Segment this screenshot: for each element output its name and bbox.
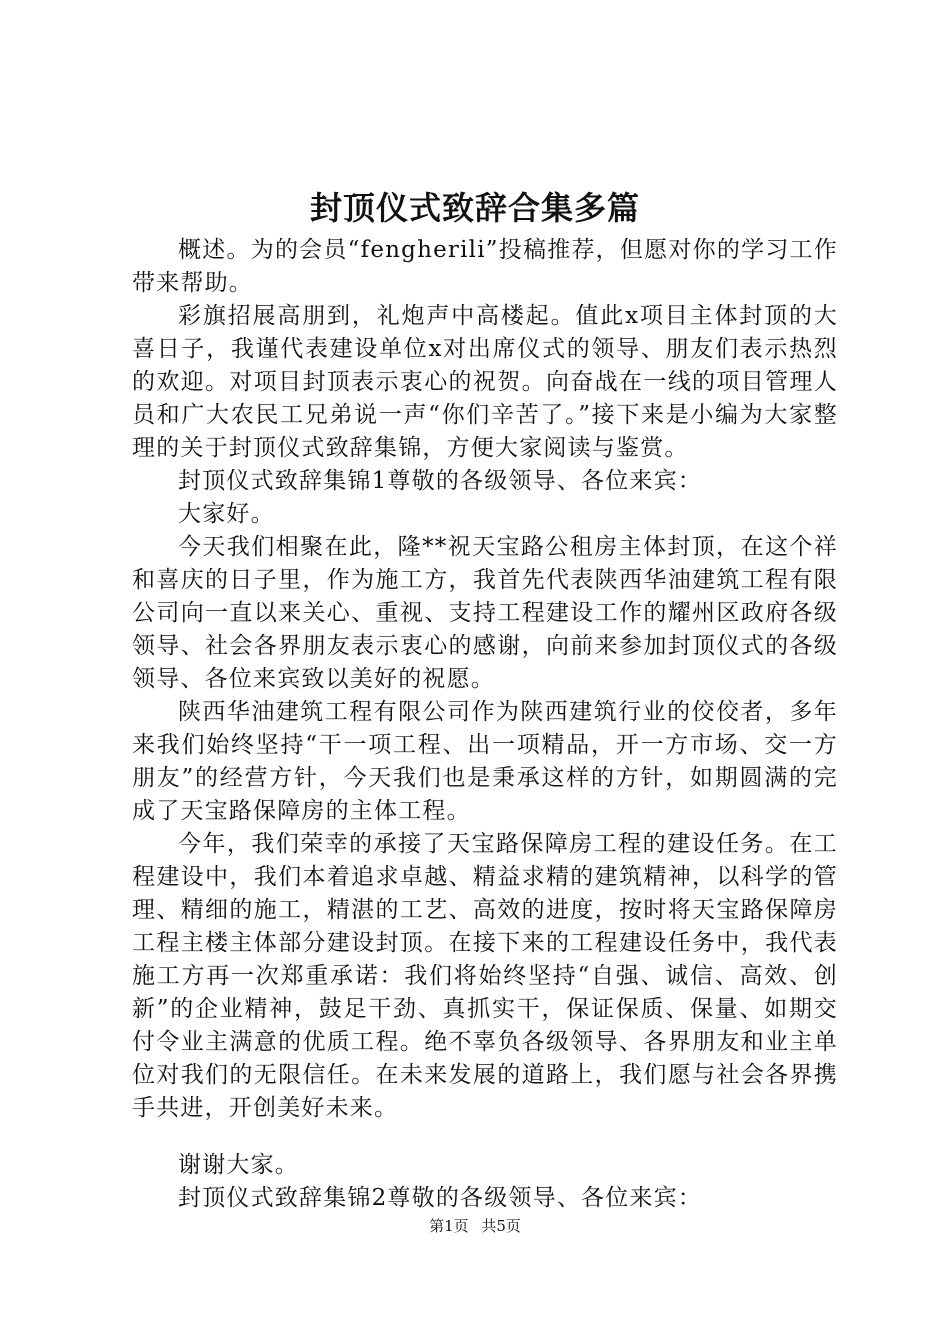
paragraph-speech1-heading: 封顶仪式致辞集锦1尊敬的各级领导、各位来宾： <box>178 468 703 494</box>
page-total: 共5页 <box>481 1217 521 1235</box>
paragraph-speech1-body2: 陕西华油建筑工程有限公司作为陕西建筑行业的佼佼者，多年来我们始终坚持“干一项工程、出一项精品，开一方市场、交一方朋友”的经营方针，今天我们也是秉承这样的方针，如期圆满的完成了天宝路保障房的主体工程。 <box>132 699 838 824</box>
page-number: 第1页 <box>429 1217 469 1235</box>
document-title: 封顶仪式致辞合集多篇 <box>309 189 640 227</box>
paragraph-speech2-heading: 封顶仪式致辞集锦2尊敬的各级领导、各位来宾： <box>178 1185 703 1211</box>
paragraph-intro: 彩旗招展高朋到，礼炮声中高楼起。值此x项目主体封顶的大喜日子，我谨代表建设单位x对出席仪式的领导、朋友们表示热烈的欢迎。对项目封顶表示衷心的祝贺。向奋战在一线的项目管理人员和广大农民工兄弟说一声“你们辛苦了。”接下来是小编为大家整理的关于封顶仪式致辞集锦，方便大家阅读与鉴赏。 <box>132 303 838 461</box>
paragraph-speech1-body1: 今天我们相聚在此，隆**祝天宝路公租房主体封顶，在这个祥和喜庆的日子里，作为施工方，我首先代表陕西华油建筑工程有限公司向一直以来关心、重视、支持工程建设工作的耀州区政府各级领导、社会各界朋友表示衷心的感谢，向前来参加封顶仪式的各级领导、各位来宾致以美好的祝愿。 <box>132 534 838 692</box>
document-body <box>132 234 838 1215</box>
paragraph-speech1-body3: 今年，我们荣幸的承接了天宝路保障房工程的建设任务。在工程建设中，我们本着追求卓越、精益求精的建筑精神，以科学的管理、精细的施工，精湛的工艺、高效的进度，按时将天宝路保障房工程主楼主体部分建设封顶。在接下来的工程建设任务中，我代表施工方再一次郑重承诺：我们将始终坚持“自强、诚信、高效、创新”的企业精神，鼓足干劲、真抓实干，保证保质、保量、如期交付令业主满意的优质工程。绝不辜负各级领导、各界朋友和业主单位对我们的无限信任。在未来发展的道路上，我们愿与社会各界携手共进，开创美好未来。 <box>132 831 838 1121</box>
paragraph-thanks: 谢谢大家。 <box>178 1152 299 1178</box>
paragraph-greeting: 大家好。 <box>178 501 275 527</box>
paragraph-summary: 概述。为的会员“fengherili”投稿推荐，但愿对你的学习工作带来帮助。 <box>132 237 838 296</box>
page-footer <box>0 1216 950 1236</box>
